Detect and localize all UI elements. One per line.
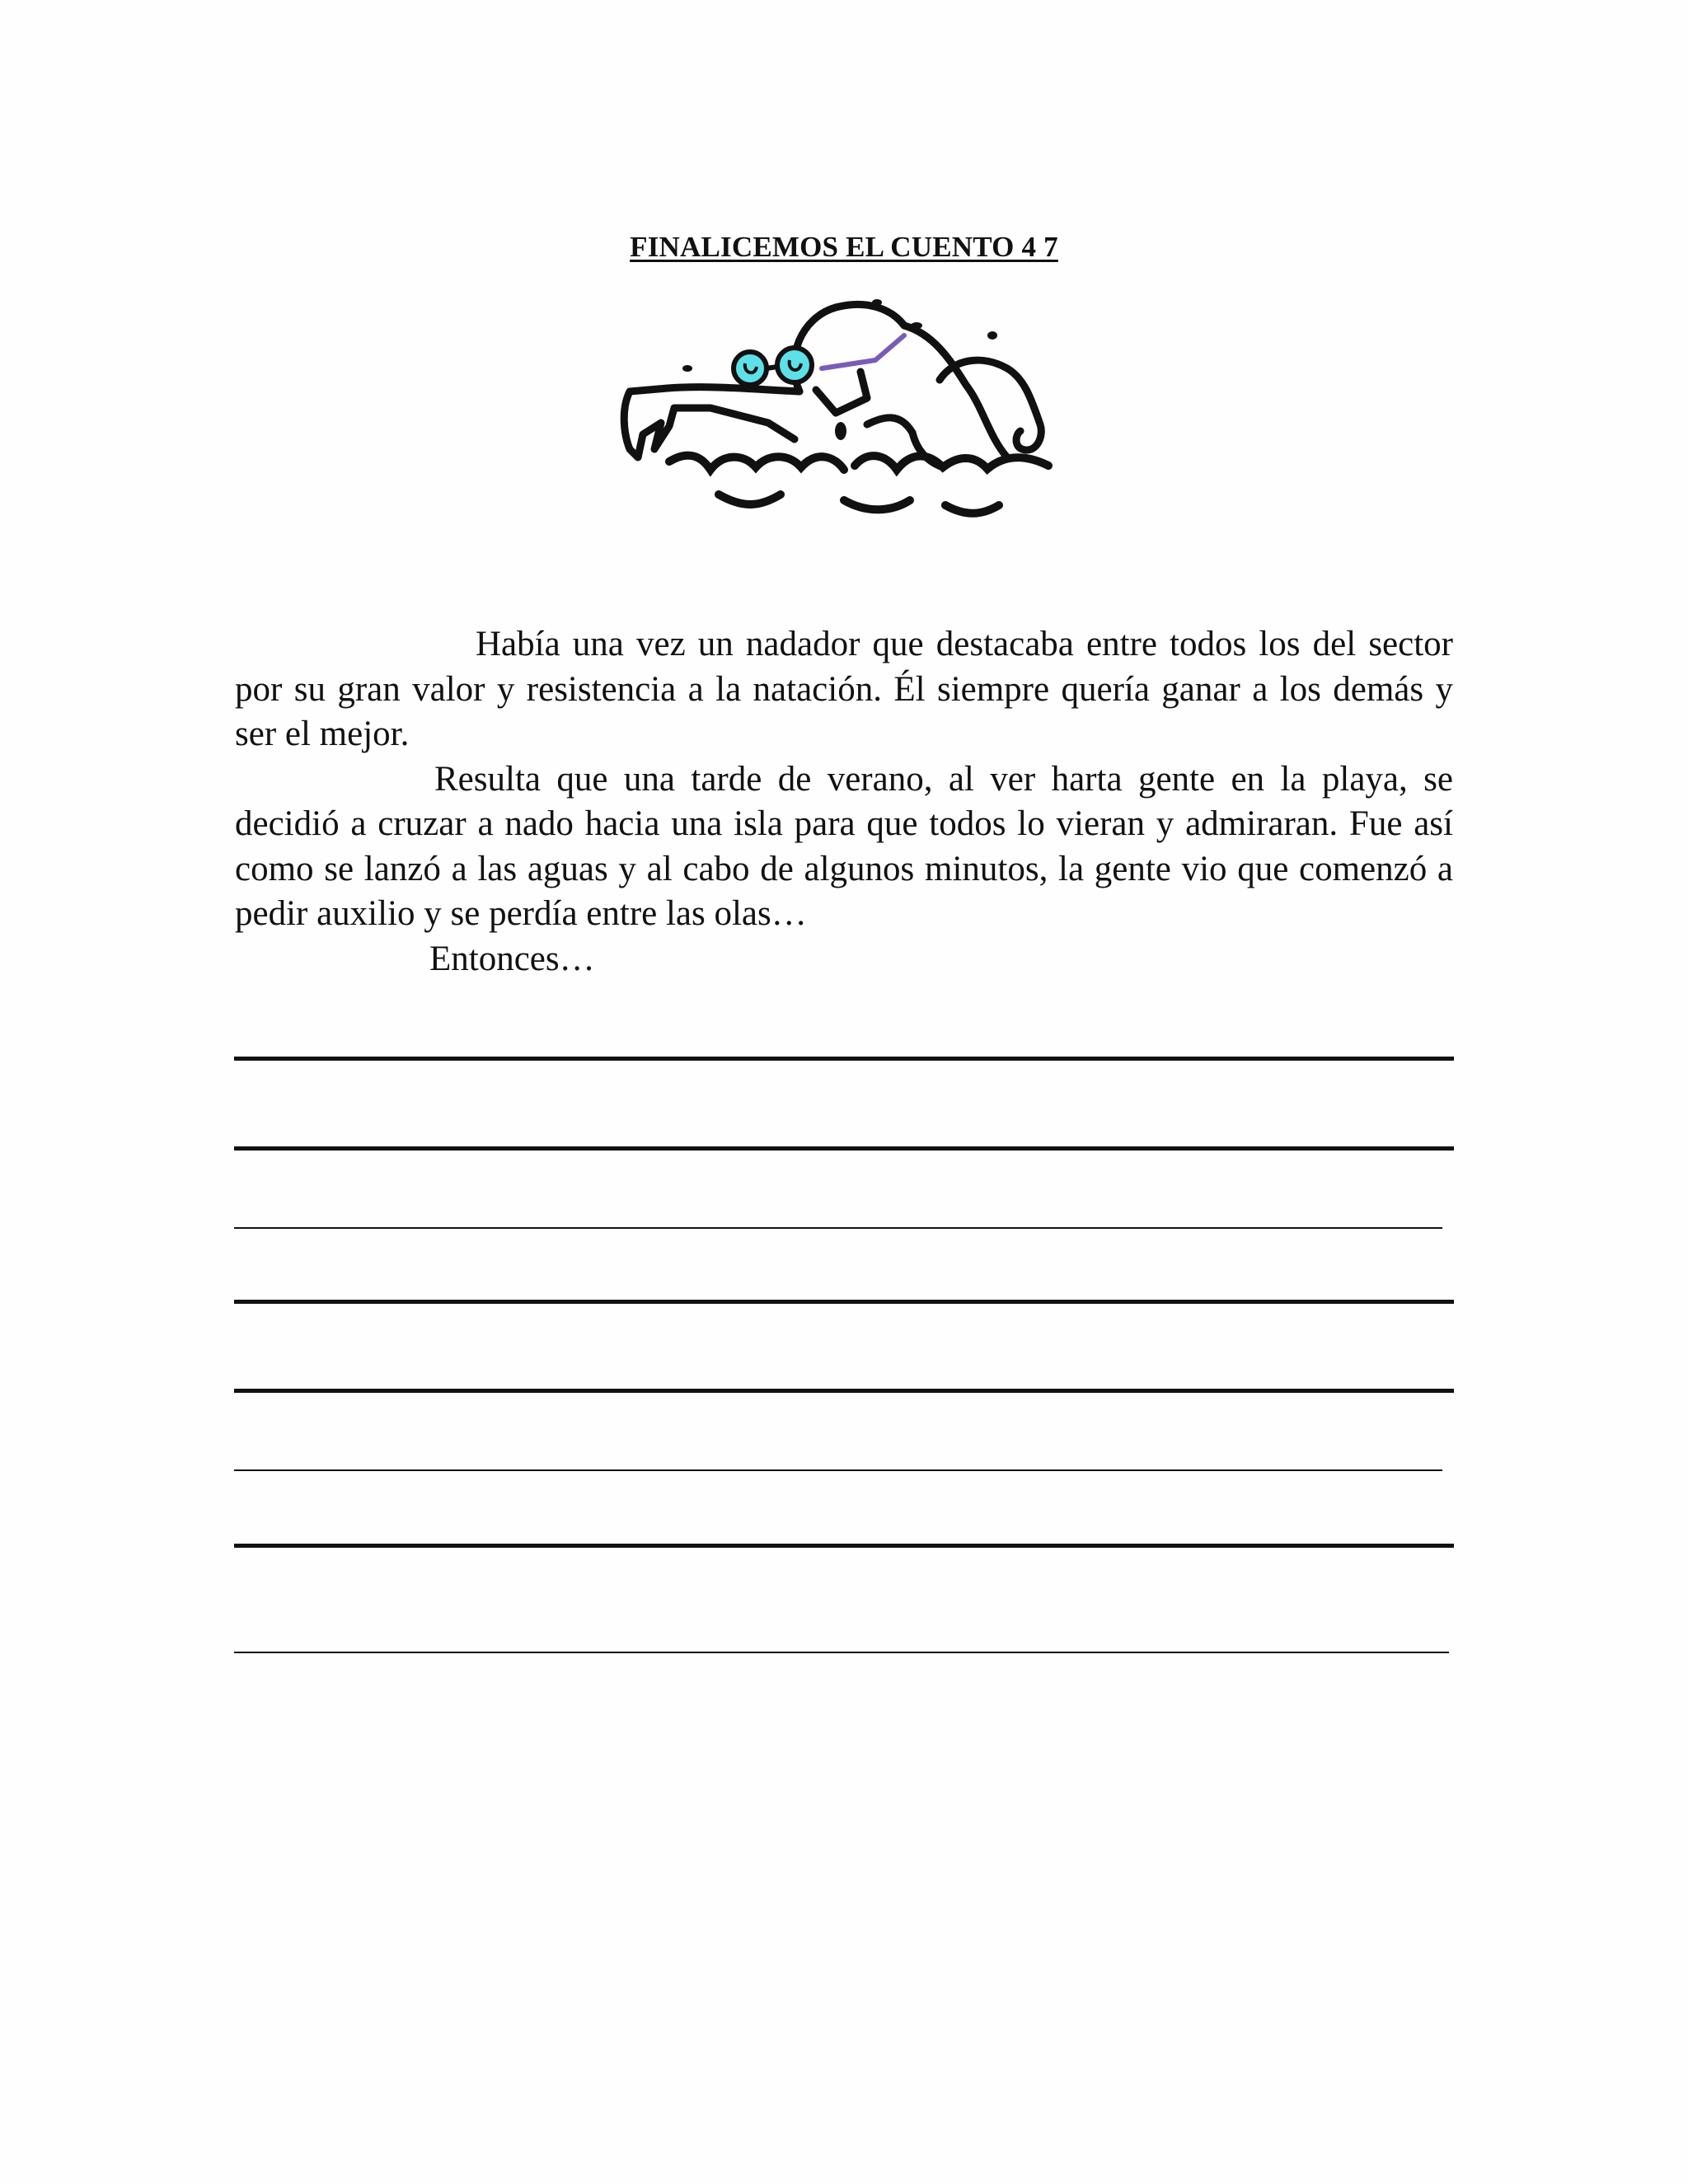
swimmer-icon — [620, 293, 1065, 519]
writing-line[interactable] — [234, 1652, 1449, 1653]
writing-line[interactable] — [234, 1544, 1454, 1548]
writing-line[interactable] — [234, 1146, 1454, 1151]
writing-line[interactable] — [234, 1227, 1442, 1229]
story-paragraph: Resulta que una tarde de verano, al ver harta gente en la playa, se decidió a cruzar a nado hacia una isla para que todos lo vieran y admiraran. Fue así como se lanzó a las aguas y al cabo de algunos minutos, la gente vio que comenzó a pedir auxilio y se perdía entre las olas… — [235, 759, 1453, 933]
page-title: FINALICEMOS EL CUENTO 4 7 — [630, 231, 1058, 263]
story-paragraph: Entonces… — [429, 939, 595, 978]
story-text — [235, 622, 1453, 982]
writing-line[interactable] — [234, 1469, 1442, 1471]
writing-line[interactable] — [234, 1300, 1454, 1304]
writing-line[interactable] — [234, 1389, 1454, 1393]
story-paragraph: Había una vez un nadador que destacaba entre todos los del sector por su gran valor y resistencia a la natación. Él siempre quería ganar a los demás y ser el mejor. — [235, 625, 1453, 753]
writing-line[interactable] — [234, 1057, 1454, 1061]
